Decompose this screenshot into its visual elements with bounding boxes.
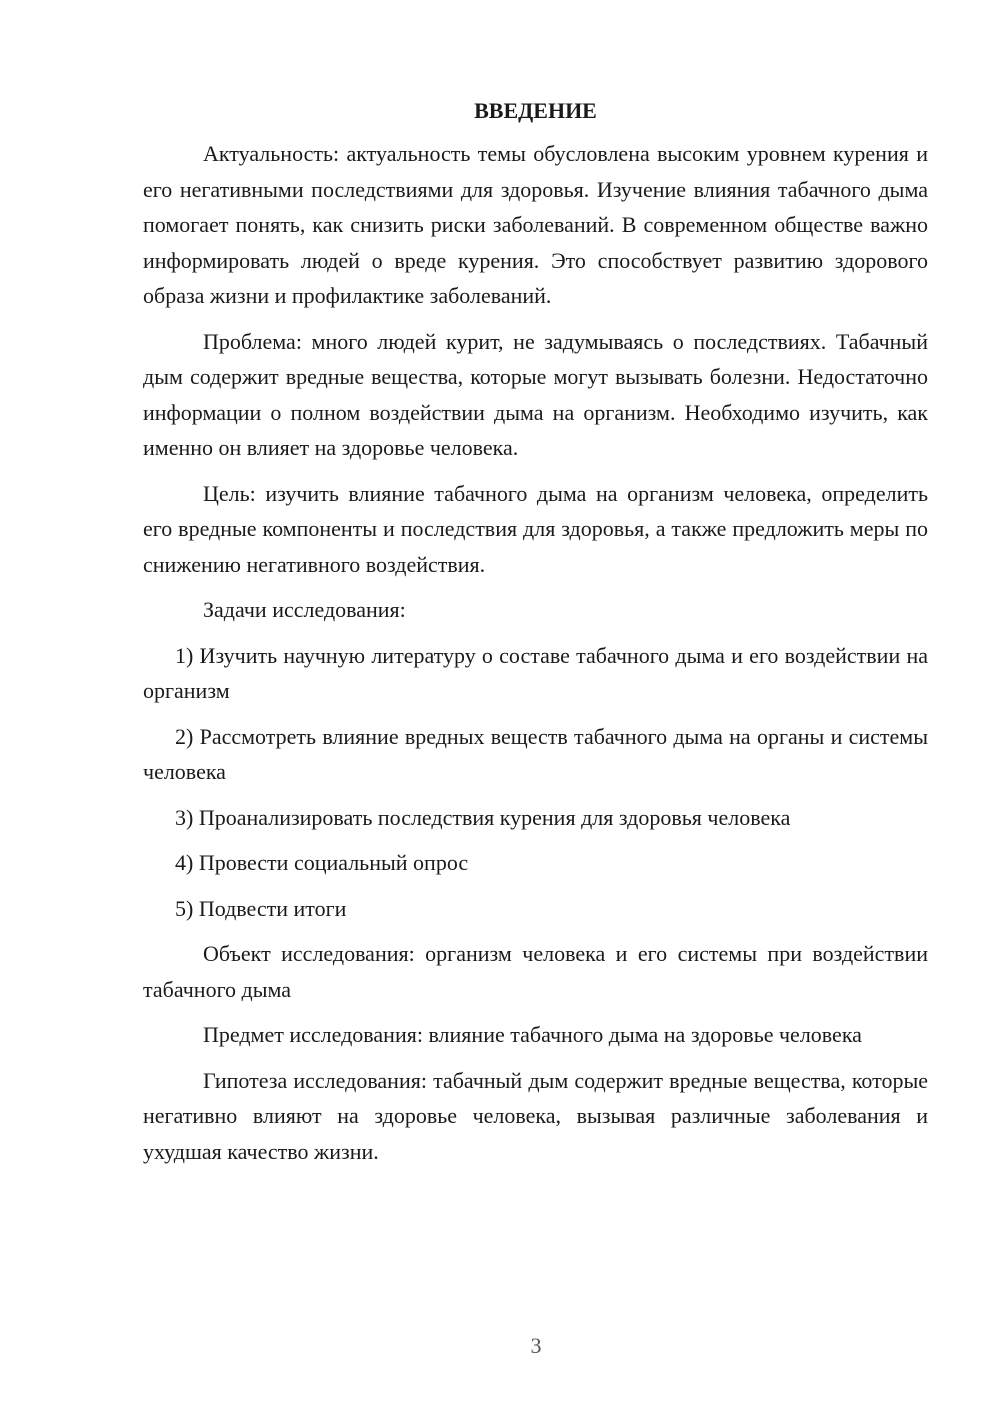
section-title: ВВЕДЕНИЕ — [474, 98, 597, 123]
task-item-1: 1) Изучить научную литературу о составе табачного дыма и его воздействии на организм — [143, 642, 928, 703]
task-item-5: 5) Подвести итоги — [175, 895, 347, 921]
page-content — [143, 96, 928, 1179]
subject-paragraph: Предмет исследования: влияние табачного дыма на здоровье человека — [203, 1022, 862, 1047]
relevance-paragraph: Актуальность: актуальность темы обусловлена высоким уровнем курения и его негативными последствиями для здоровья. Изучение влияния табачного дыма помогает понять, как снизить риски заболеваний. В современном обществе важно информировать людей о вреде курения. Это способствует развитию здорового образа жизни и профилактике заболеваний. — [143, 141, 928, 308]
object-paragraph: Объект исследования: организм человека и его системы при воздействии табачного дыма — [143, 941, 928, 1002]
tasks-heading: Задачи исследования: — [203, 597, 406, 622]
problem-paragraph: Проблема: много людей курит, не задумываясь о последствиях. Табачный дым содержит вредные вещества, которые могут вызывать болезни. Недостаточно информации о полном воздействии дыма на организм. Необходимо изучить, как именно он влияет на здоровье человека. — [143, 328, 928, 460]
task-item-3: 3) Проанализировать последствия курения для здоровья человека — [175, 804, 791, 830]
task-item-4: 4) Провести социальный опрос — [175, 850, 469, 875]
task-item-2: 2) Рассмотреть влияние вредных веществ табачного дыма на органы и системы человека — [143, 723, 928, 784]
page-number: 3 — [530, 1333, 542, 1358]
hypothesis-paragraph: Гипотеза исследования: табачный дым содержит вредные вещества, которые негативно влияют на здоровье человека, вызывая различные заболевания и ухудшая качество жизни. — [143, 1067, 928, 1164]
goal-paragraph: Цель: изучить влияние табачного дыма на организм человека, определить его вредные компоненты и последствия для здоровья, а также предложить меры по снижению негативного воздействия. — [143, 480, 928, 577]
